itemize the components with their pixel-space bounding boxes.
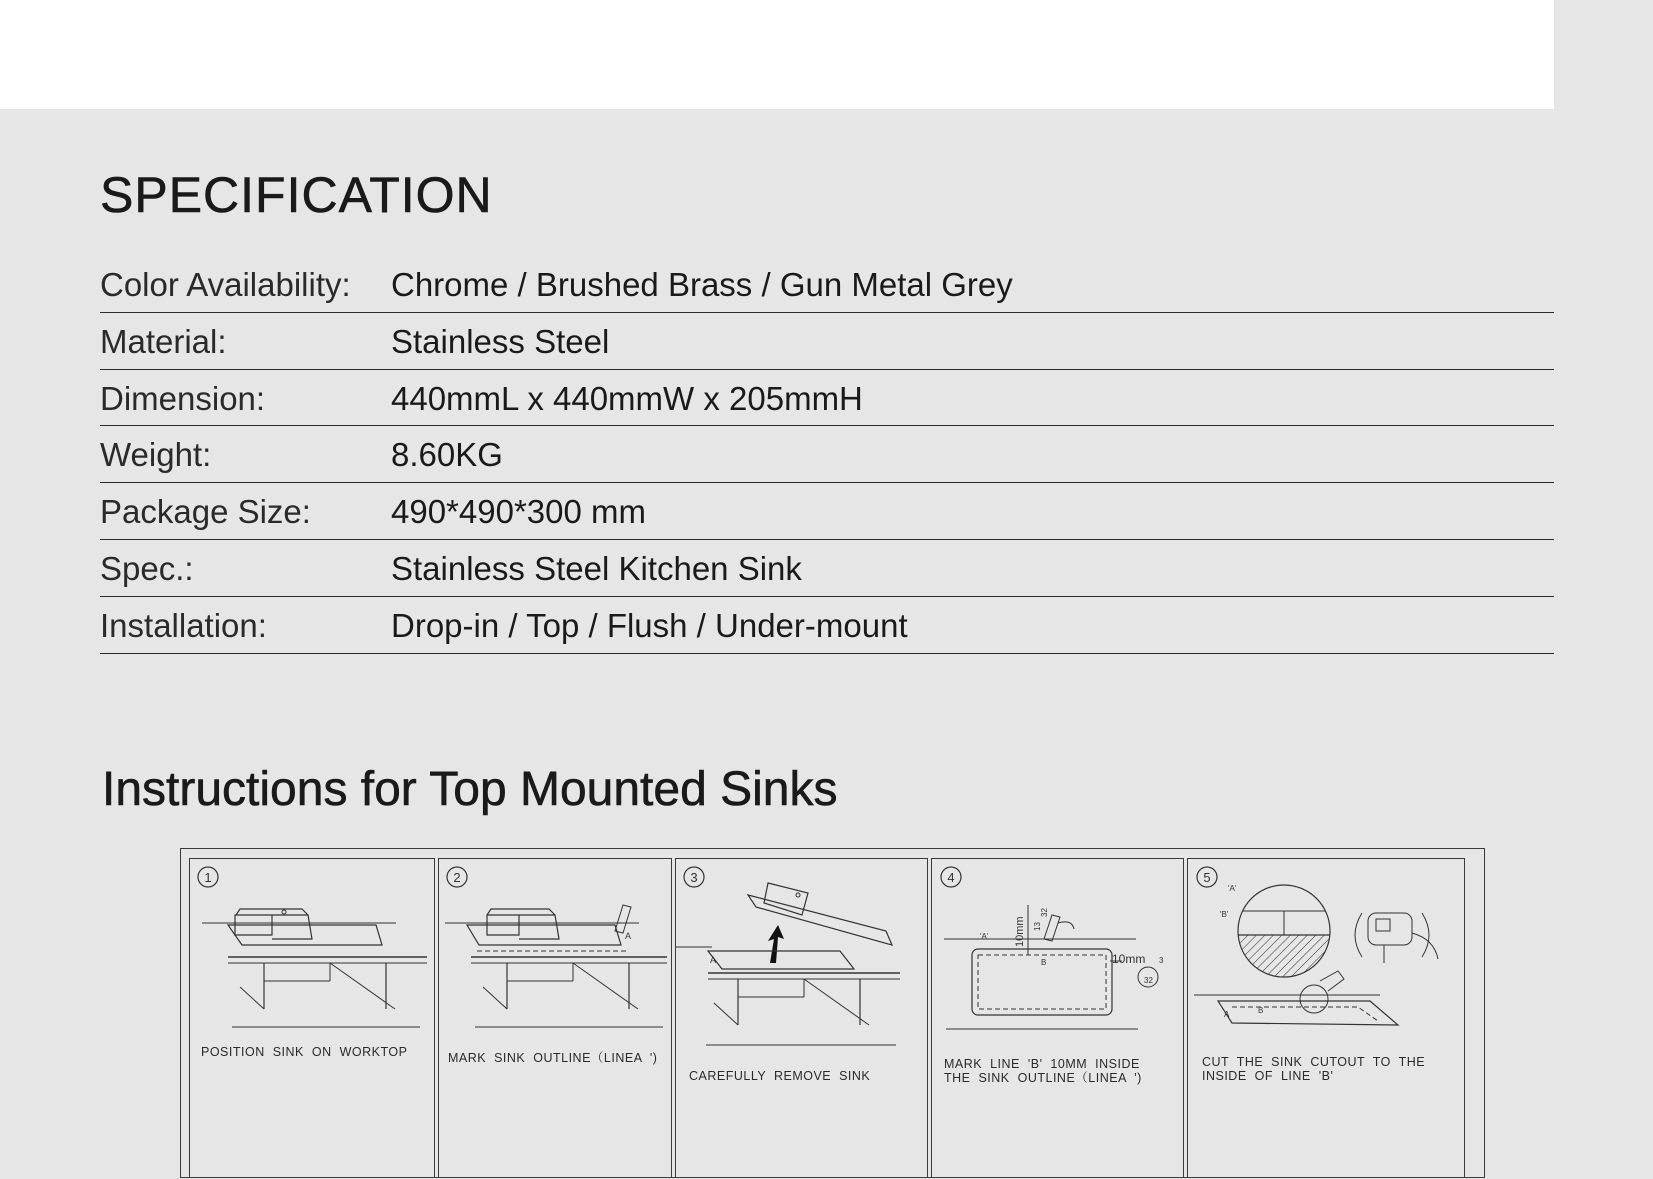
label-a2: A: [1224, 1010, 1230, 1019]
spec-label: Spec.:: [100, 549, 194, 587]
label-a: A: [710, 955, 717, 965]
label-a: 'A': [1228, 884, 1237, 893]
step-4-illustration: [932, 859, 1185, 1179]
step-number: 4: [947, 870, 955, 885]
step-1-panel: [189, 858, 435, 1178]
step-3-panel: [675, 858, 928, 1178]
spec-label: Weight:: [100, 436, 212, 474]
spec-row-weight: [100, 426, 1554, 483]
dim-fraction-num2: 3: [1159, 956, 1164, 965]
dim-10mm-vertical: 10mm: [1014, 916, 1026, 947]
step-2-caption: MARK SINK OUTLINE（LINEA '): [448, 1051, 658, 1065]
step-number: 3: [690, 870, 698, 885]
step-3-caption: CAREFULLY REMOVE SINK: [689, 1069, 871, 1083]
dim-fraction-den: 32: [1040, 908, 1049, 917]
spec-row-installation: [100, 597, 1554, 654]
label-b: B: [1041, 958, 1047, 967]
step-number: 2: [453, 870, 461, 885]
spec-value: Stainless Steel Kitchen Sink: [391, 549, 802, 587]
step-5-caption-line1: CUT THE SINK CUTOUT TO THE: [1202, 1055, 1426, 1069]
spec-row-spec: [100, 540, 1554, 597]
step-5-caption-line2: INSIDE OF LINE 'B': [1202, 1069, 1334, 1083]
label-a: A: [625, 931, 632, 941]
spec-value: 8.60KG: [391, 436, 503, 474]
spec-label: Package Size:: [100, 493, 311, 531]
spec-label: Material:: [100, 322, 227, 360]
spec-value: Stainless Steel: [391, 322, 610, 360]
spec-row-color: [100, 256, 1554, 313]
right-margin-strip: [1554, 0, 1653, 1165]
step-1-illustration: [190, 859, 436, 1179]
spec-row-material: [100, 313, 1554, 370]
step-number: 5: [1203, 870, 1211, 885]
dim-10mm-horizontal: 10mm: [1112, 952, 1146, 966]
spec-label: Installation:: [100, 606, 267, 644]
step-5-illustration: [1188, 859, 1466, 1179]
step-2-panel: [438, 858, 672, 1178]
spec-label: Dimension:: [100, 379, 266, 417]
step-4-panel: [931, 858, 1184, 1178]
spec-value: 440mmL x 440mmW x 205mmH: [391, 379, 863, 417]
top-white-band: [0, 0, 1554, 109]
step-4-caption-line1: MARK LINE 'B' 10MM INSIDE: [944, 1057, 1140, 1071]
step-2-illustration: [439, 859, 673, 1179]
spec-value: Drop-in / Top / Flush / Under-mount: [391, 606, 908, 644]
step-5-panel: [1187, 858, 1465, 1178]
spec-value: Chrome / Brushed Brass / Gun Metal Grey: [391, 266, 1013, 303]
dim-fraction-den2: 32: [1144, 976, 1153, 985]
label-b: 'B': [1220, 910, 1229, 919]
specification-heading: SPECIFICATION: [100, 167, 493, 223]
step-3-illustration: [676, 859, 929, 1179]
label-b2: B: [1258, 1006, 1264, 1015]
instructions-heading: Instructions for Top Mounted Sinks: [102, 763, 838, 816]
step-1-caption: POSITION SINK ON WORKTOP: [201, 1045, 408, 1059]
dim-fraction-num: 13: [1033, 922, 1042, 931]
spec-value: 490*490*300 mm: [391, 493, 647, 531]
spec-label: Color Availability:: [100, 266, 351, 303]
label-a: 'A': [980, 932, 989, 941]
spec-row-package-size: [100, 483, 1554, 540]
step-4-caption-line2: THE SINK OUTLINE（LINEA '): [944, 1071, 1142, 1085]
step-number: 1: [204, 870, 212, 885]
specification-table: [100, 256, 1554, 654]
spec-row-dimension: [100, 370, 1554, 427]
